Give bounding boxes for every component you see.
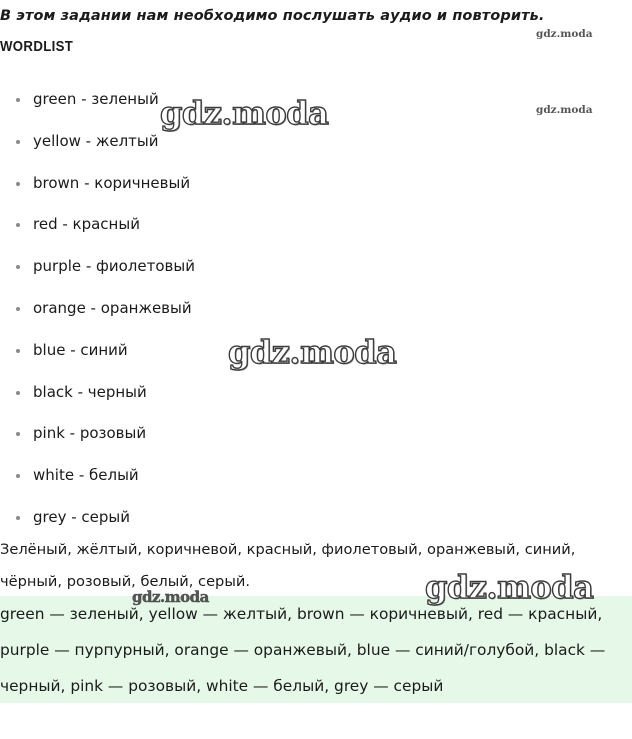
bullet-icon (16, 98, 20, 102)
answer-block (0, 596, 632, 703)
watermark: gdz.moda (536, 104, 593, 116)
bullet-icon (16, 432, 20, 436)
wordlist-item (0, 454, 195, 496)
bullet-icon (16, 182, 20, 186)
watermark: gdz.moda (160, 94, 329, 132)
answer-text: green — зеленый, yellow — желтый, brown — коричневый, red — красный, purple — пурпурный, orange — оранжевый, blue — синий/голубой, black — черный, pink — розовый, white — белый, grey — серый (0, 605, 606, 695)
wordlist-item (0, 371, 195, 413)
wordlist-item-text: grey - серый (33, 507, 131, 526)
watermark: gdz.moda (228, 333, 397, 371)
bullet-icon (16, 516, 20, 520)
bullet-icon (16, 223, 20, 227)
bullet-icon (16, 474, 20, 478)
wordlist (0, 78, 195, 538)
watermark: gdz.moda (132, 588, 209, 606)
wordlist-item-text: brown - коричневый (33, 173, 191, 192)
translation-line: чёрный, розовый, белый, серый. (0, 573, 250, 590)
wordlist-item-text: white - белый (33, 466, 139, 485)
wordlist-item-text: pink - розовый (33, 424, 147, 443)
wordlist-item (0, 203, 195, 245)
wordlist-item-text: orange - оранжевый (33, 298, 192, 317)
bullet-icon (16, 391, 20, 395)
wordlist-item-text: blue - синий (33, 340, 128, 359)
bullet-icon (16, 265, 20, 269)
wordlist-item-text: yellow - желтый (33, 131, 159, 150)
watermark: gdz.moda (425, 568, 594, 606)
wordlist-item (0, 287, 195, 329)
wordlist-item (0, 496, 195, 538)
bullet-icon (16, 140, 20, 144)
wordlist-item (0, 245, 195, 287)
watermark: gdz.moda (536, 28, 593, 40)
translation-line: Зелёный, жёлтый, коричневой, красный, фиолетовый, оранжевый, синий, (0, 541, 576, 558)
wordlist-item (0, 162, 195, 204)
wordlist-item-text: green - зеленый (33, 90, 159, 108)
task-instruction: В этом задании нам необходимо послушать аудио и повторить. (0, 8, 545, 24)
bullet-icon (16, 307, 20, 311)
wordlist-item (0, 412, 195, 454)
wordlist-heading: WORDLIST (0, 38, 74, 55)
wordlist-item (0, 329, 195, 371)
wordlist-item-text: red - красный (33, 215, 140, 234)
wordlist-item-text: purple - фиолетовый (33, 257, 195, 276)
wordlist-item-text: black - черный (33, 382, 147, 401)
bullet-icon (16, 349, 20, 353)
